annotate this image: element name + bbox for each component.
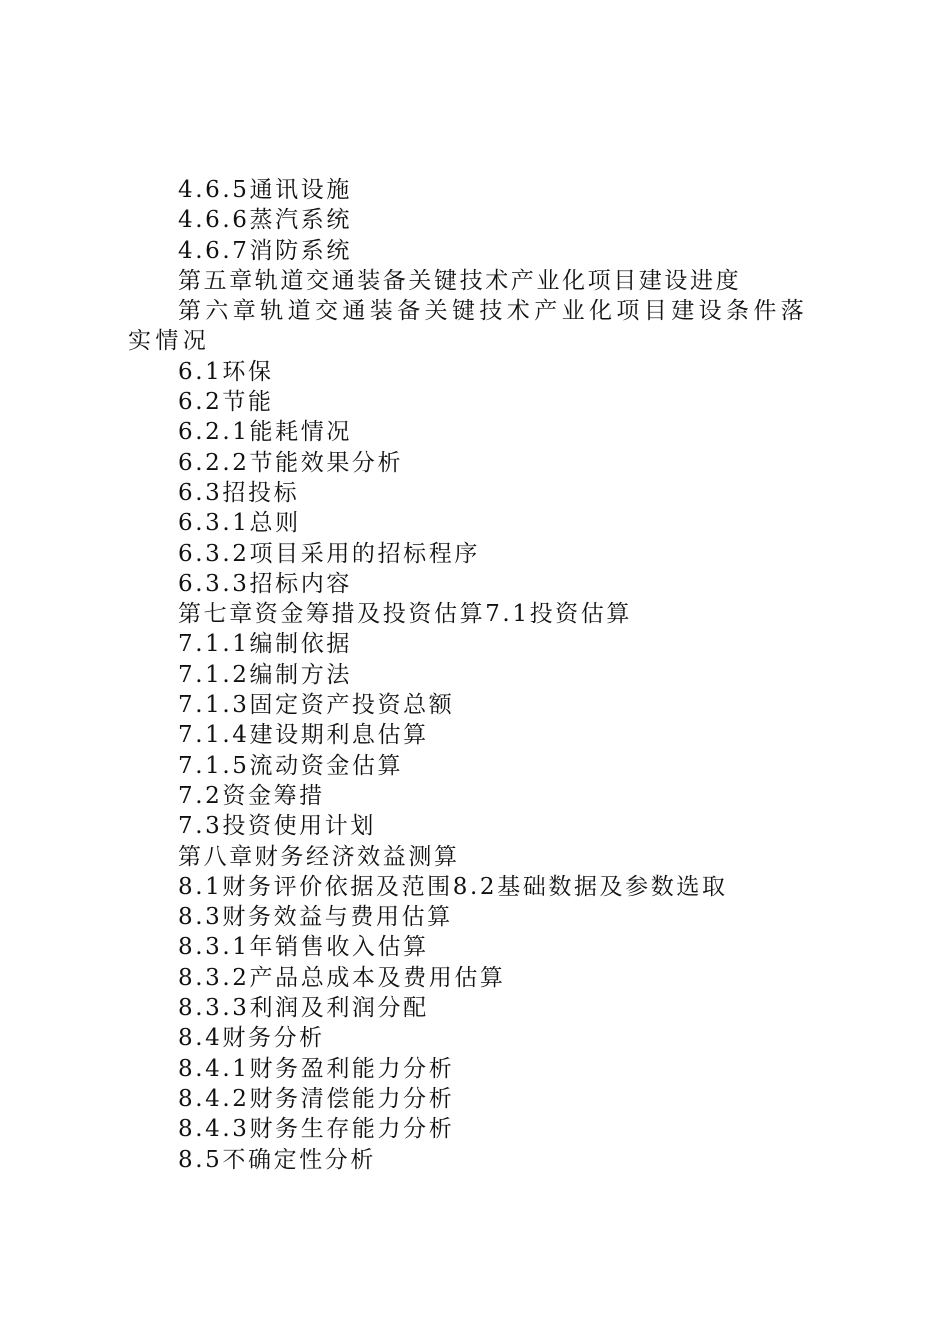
toc-item: 7.1.1编制依据 xyxy=(178,631,352,658)
toc-item: 4.6.7消防系统 xyxy=(178,237,352,264)
toc-item: 7.1.3固定资产投资总额 xyxy=(178,692,455,719)
toc-item: 8.3.2产品总成本及费用估算 xyxy=(178,964,506,991)
toc-item: 7.3投资使用计划 xyxy=(178,813,376,840)
toc-chapter-heading: 第五章轨道交通装备关键技术产业化项目建设进度 xyxy=(178,267,742,294)
toc-item: 6.3.1总则 xyxy=(178,510,301,537)
toc-item: 8.3.1年销售收入估算 xyxy=(178,934,429,961)
toc-item: 7.1.5流动资金估算 xyxy=(178,752,404,779)
toc-item: 7.1.4建设期利息估算 xyxy=(178,722,429,749)
toc-item: 8.3.3利润及利润分配 xyxy=(178,995,429,1022)
toc-chapter-heading: 第八章财务经济效益测算 xyxy=(178,843,460,870)
toc-item: 8.4.3财务生存能力分析 xyxy=(178,1116,455,1143)
toc-item: 8.4.2财务清偿能力分析 xyxy=(178,1085,455,1112)
toc-item: 8.4财务分析 xyxy=(178,1025,325,1052)
toc-item: 6.2.2节能效果分析 xyxy=(178,449,404,476)
toc-item: 8.5不确定性分析 xyxy=(178,1146,376,1173)
toc-item: 8.4.1财务盈利能力分析 xyxy=(178,1055,455,1082)
toc-item: 7.1.2编制方法 xyxy=(178,661,352,688)
toc-chapter-heading: 第六章轨道交通装备关键技术产业化项目建设条件落实情况 xyxy=(128,298,809,355)
toc-item: 4.6.5通讯设施 xyxy=(178,177,352,203)
toc-item: 6.2.1能耗情况 xyxy=(178,419,352,446)
toc-item: 6.3.3招标内容 xyxy=(178,570,352,597)
toc-item: 8.1财务评价依据及范围8.2基础数据及参数选取 xyxy=(178,873,728,900)
table-of-contents xyxy=(128,175,833,1175)
toc-item: 6.3招投标 xyxy=(178,479,300,506)
toc-item: 6.3.2项目采用的招标程序 xyxy=(178,540,480,567)
toc-item: 7.2资金筹措 xyxy=(178,782,325,809)
toc-item: 6.1环保 xyxy=(178,358,274,385)
toc-item: 4.6.6蒸汽系统 xyxy=(178,207,352,234)
toc-item: 6.2节能 xyxy=(178,389,274,416)
toc-chapter-heading: 第七章资金筹措及投资估算7.1投资估算 xyxy=(178,601,632,628)
toc-item: 8.3财务效益与费用估算 xyxy=(178,904,453,931)
